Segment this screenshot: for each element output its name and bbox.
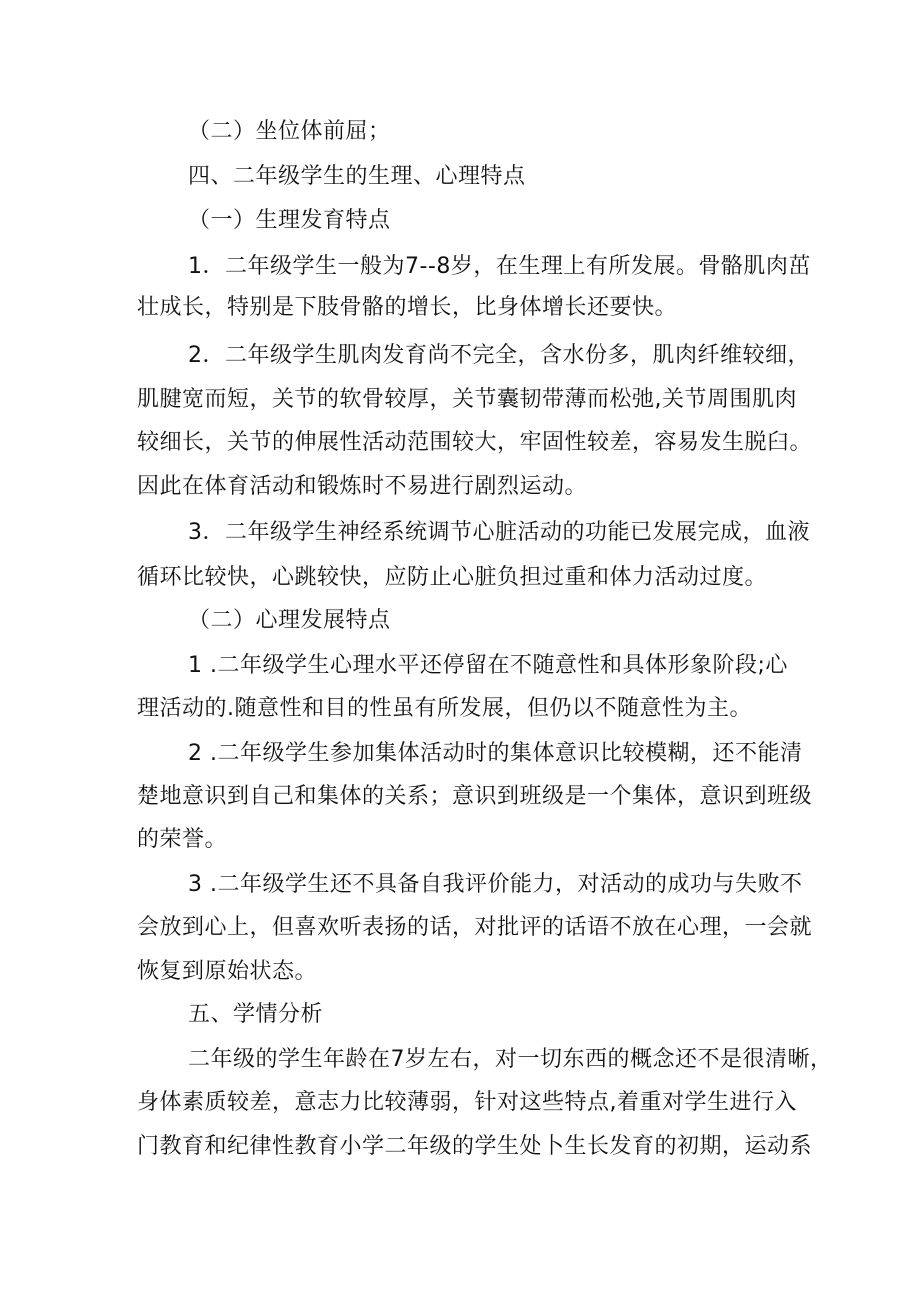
paragraph-line: 二年级的学生年龄在7岁左右，对一切东西的概念还不是很清晰， [188,1047,833,1072]
paragraph-line: 会放到心上，但喜欢听表扬的话，对批评的话语不放在心理，一会就 [137,915,813,940]
paragraph-line: 恢复到原始状态。 [137,959,318,984]
subheading-physiological: （一）生理发育特点 [188,208,391,233]
paragraph-line: 因此在体育活动和锻炼时不易进行剧烈运动。 [137,474,588,499]
paragraph-line: 循环比较快，心跳较快，应防止心脏负担过重和体力活动过度。 [137,565,768,590]
paragraph-line: 2．二年级学生肌肉发育尚不完全，含水份多，肌肉纤维较细， [188,343,810,368]
paragraph-line: 肌腱宽而短，关节的软骨较厚，关节囊韧带薄而松弛,关节周围肌肉 [137,387,797,412]
paragraph-line: 楚地意识到自己和集体的关系；意识到班级是一个集体，意识到班级 [137,784,813,809]
section-heading-analysis: 五、学情分析 [188,1002,324,1027]
section-heading-characteristics: 四、二年级学生的生理、心理特点 [188,164,526,189]
paragraph-line: 身体素质较差，意志力比较薄弱，针对这些特点,着重对学生进行入 [137,1090,797,1115]
subheading-psychological: （二）心理发展特点 [188,608,391,633]
paragraph-line: 较细长，关节的伸展性活动范围较大，牢固性较差，容易发生脱臼。 [137,430,813,455]
paragraph-line: 2 .二年级学生参加集体活动时的集体意识比较模糊，还不能清 [188,741,803,766]
paragraph-line: 3．二年级学生神经系统调节心脏活动的功能已发展完成，血液 [188,520,810,545]
paragraph-line: 的荣誉。 [137,827,228,852]
paragraph-line: 1 .二年级学生心理水平还停留在不随意性和具体形象阶段;心 [188,653,788,678]
subheading-sit-reach: （二）坐位体前屈； [188,119,391,144]
paragraph-line: 壮成长，特别是下肢骨骼的增长，比身体增长还要快。 [137,295,678,320]
paragraph-line: 门教育和纪律性教育小学二年级的学生处卜生长发育的初期，运动系 [137,1134,813,1159]
paragraph-line: 1．二年级学生一般为7--8岁，在生理上有所发展。骨骼肌肉茁 [188,254,811,279]
paragraph-line: 3 .二年级学生还不具备自我评价能力，对活动的成功与失败不 [188,872,803,897]
paragraph-line: 理活动的.随意性和目的性虽有所发展，但仍以不随意性为主。 [137,696,752,721]
